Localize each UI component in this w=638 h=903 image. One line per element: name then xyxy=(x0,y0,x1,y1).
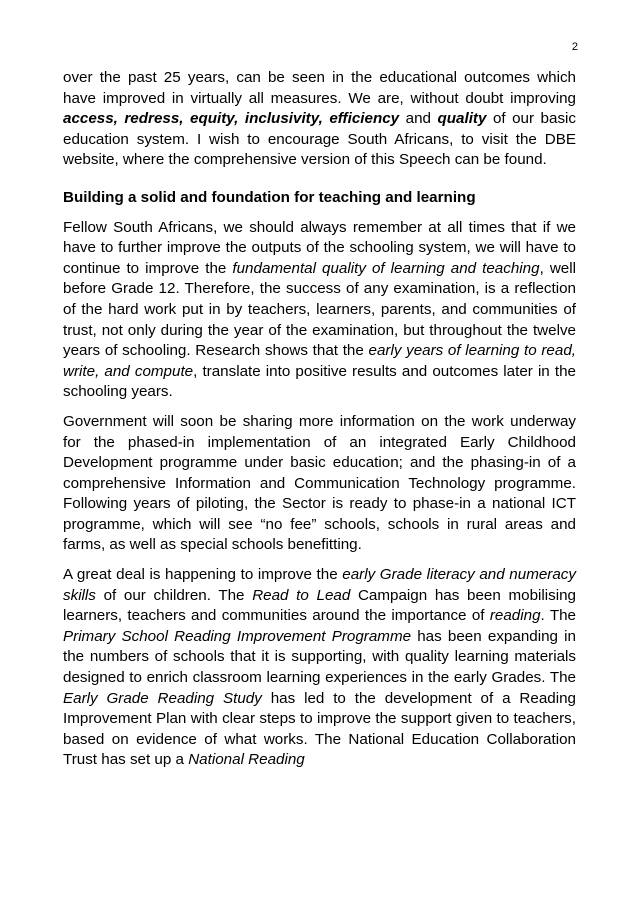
document-body xyxy=(63,68,576,780)
paragraph-government-sharing: Government will soon be sharing more information on the work underway for the phased-in implementation of an integrated Early Childhood Development programme under basic education; and the phasing-in of a comprehensive Information and Communication Technology programme. Following years of piloting, the Sector is ready to phase-in a national ICT programme, which will see “no fee” schools, schools in rural areas and farms, as well as special schools benefitting. xyxy=(63,412,576,554)
paragraph-early-grade-literacy xyxy=(63,565,576,771)
text-run: A great deal is happening to improve the xyxy=(63,566,343,584)
page-number: 2 xyxy=(571,41,578,53)
section-heading: Building a solid and foundation for teaching and learning xyxy=(63,188,476,206)
emphasis-early-grade-reading-study: Early Grade Reading Study xyxy=(63,689,262,707)
emphasis-reading: reading xyxy=(489,607,541,625)
emphasis-read-to-lead: Read to Lead xyxy=(252,586,351,604)
text-run: Fellow South Africans, we should always remember at all times that if we have to further improve the outputs of the schooling system, we will have to continue to improve the xyxy=(63,218,576,277)
text-run: Campaign has been mobilising learners, teachers and communities around the importance of xyxy=(63,586,577,625)
text-run: of our basic education system. I wish to encourage South Africans, to visit the DBE website, where the comprehensive version of this Speech can be found. xyxy=(63,110,577,169)
emphasis-early-years: early years of learning to read, write, and compute xyxy=(63,342,576,380)
text-run: and xyxy=(399,110,438,128)
paragraph-educational-outcomes xyxy=(63,68,576,171)
paragraph-fellow-south-africans xyxy=(63,218,576,403)
emphasis-reading-improvement-programme: Primary School Reading Improvement Programme xyxy=(63,627,412,645)
text-run: . The xyxy=(540,607,576,625)
text-run: , translate into positive results and outcomes later in the schooling years. xyxy=(63,362,576,401)
emphasis-quality: quality xyxy=(437,110,487,128)
emphasis-national-reading: National Reading xyxy=(188,751,305,769)
emphasis-access-redress: access, redress, equity, inclusivity, efficiency xyxy=(63,110,400,128)
text-run: of our children. The xyxy=(95,586,253,604)
text-run: has led to the development of a Reading Improvement Plan with clear steps to improve the support given to teachers, based on evidence of what works. The National Education Collaboration Trust has set up a xyxy=(63,689,576,769)
emphasis-fundamental-quality: fundamental quality of learning and teaching xyxy=(232,259,540,277)
text-run: over the past 25 years, can be seen in the educational outcomes which have improved in virtually all measures. We are, without doubt improving xyxy=(63,69,576,107)
emphasis-literacy-numeracy: early Grade literacy and numeracy skills xyxy=(63,566,576,604)
text-run: has been expanding in the numbers of schools that it is supporting, with quality learning materials designed to enrich classroom learning experiences in the early Grades. The xyxy=(63,627,576,687)
text-run: , well before Grade 12. Therefore, the success of any examination, is a reflection of the hard work put in by teachers, learners, parents, and communities of trust, not only during the year of the examination, but throughout the twelve years of schooling. Research shows that the xyxy=(63,259,576,360)
